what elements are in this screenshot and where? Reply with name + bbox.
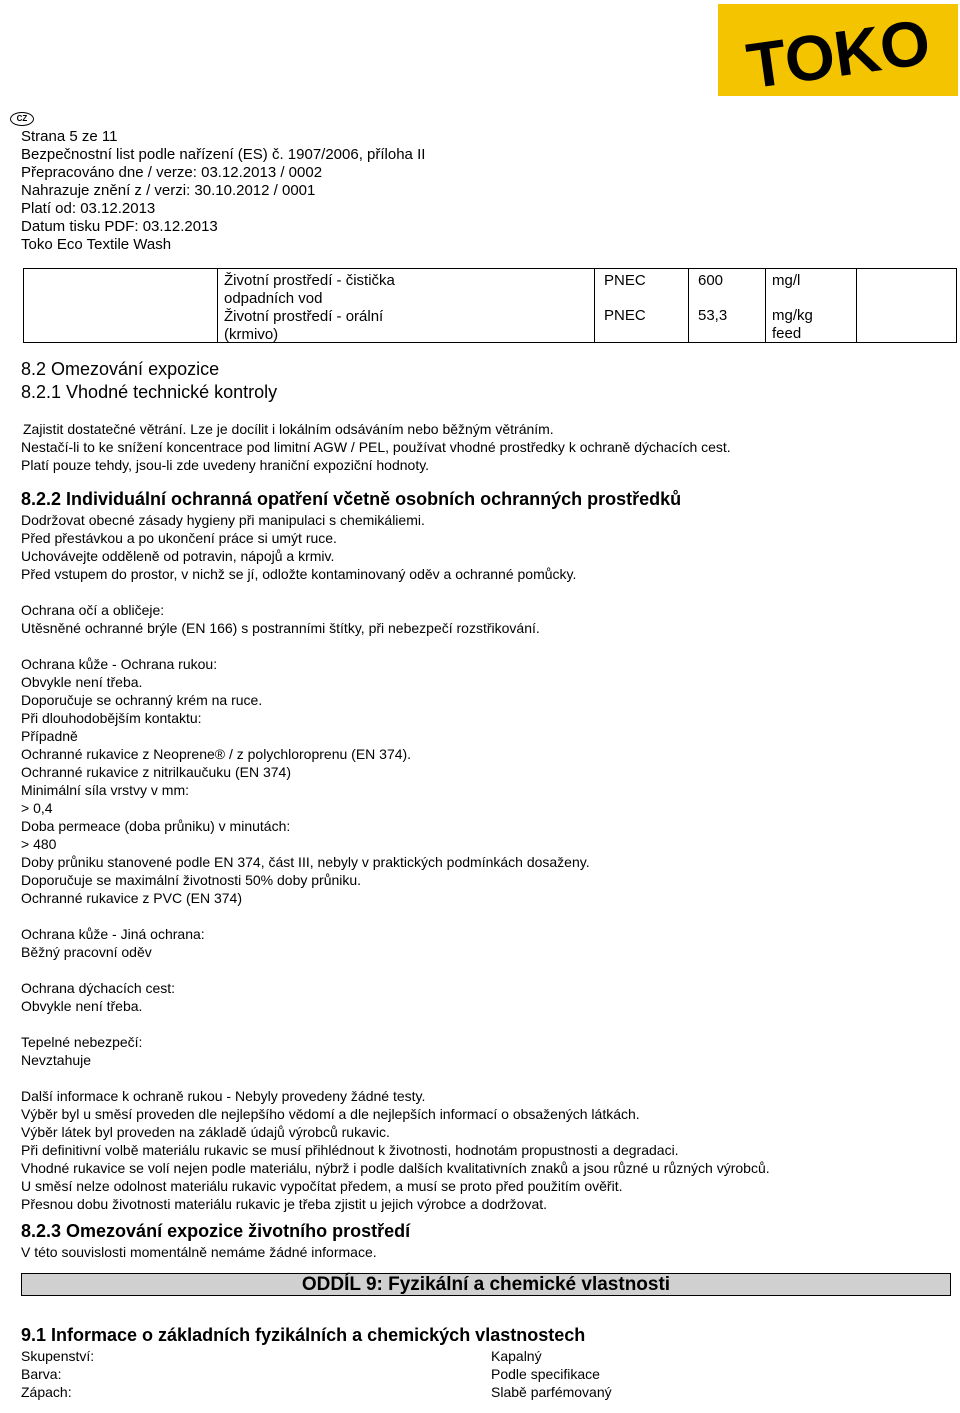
- language-badge: CZ: [10, 112, 34, 126]
- text-line: Dodržovat obecné zásady hygieny při manipulaci s chemikáliemi.: [21, 512, 425, 528]
- table-cell: [856, 268, 957, 343]
- replaces-line: Nahrazuje znění z / verzi: 30.10.2012 / 0001: [21, 182, 316, 199]
- section-8-2-3-title: 8.2.3 Omezování expozice životního prostředí: [21, 1221, 411, 1241]
- text-line: Ochrana dýchacích cest:: [21, 980, 176, 996]
- text-line: Při dlouhodobějším kontaktu:: [21, 710, 202, 726]
- toko-logo: [718, 4, 958, 96]
- text-line: Výběr látek byl proveden na základě údajů výrobců rukavic.: [21, 1124, 390, 1140]
- property-label: Skupenství:: [21, 1348, 95, 1364]
- text-line: Ochranné rukavice z Neoprene® / z polychloroprenu (EN 374).: [21, 746, 412, 762]
- pnec-table: [23, 268, 957, 343]
- text-line: Doby průniku stanovené podle EN 374, část III, nebyly v praktických podmínkách dosaženy.: [21, 854, 590, 870]
- text-line: Při definitivní volbě materiálu rukavic se musí přihlédnout k životnosti, hodnotám propustnosti a degradaci.: [21, 1142, 679, 1158]
- property-value: Slabě parfémovaný: [491, 1384, 612, 1400]
- text-line: Obvykle není třeba.: [21, 674, 143, 690]
- section-8-2-title: 8.2 Omezování expozice: [21, 359, 220, 379]
- text-line: Další informace k ochraně rukou - Nebyly provedeny žádné testy.: [21, 1088, 426, 1104]
- property-value: Podle specifikace: [491, 1366, 600, 1382]
- text-line: Doporučuje se ochranný krém na ruce.: [21, 692, 263, 708]
- text-line: Tepelné nebezpečí:: [21, 1034, 143, 1050]
- text-line: Vhodné rukavice se volí nejen podle materiálu, nýbrž i podle dalších kvalitativních znaků a jsou různé u různých výrobců.: [21, 1160, 770, 1176]
- text-line: Přesnou dobu životnosti materiálu rukavic je třeba zjistit u jejich výrobce a dodržovat.: [21, 1196, 548, 1212]
- text-line: Ochrana kůže - Jiná ochrana:: [21, 926, 205, 942]
- section-8-2-2-title: 8.2.2 Individuální ochranná opatření včetně osobních ochranných prostředků: [21, 489, 682, 509]
- regulation-line: Bezpečnostní list podle nařízení (ES) č. 1907/2006, příloha II: [21, 146, 426, 163]
- section-8-2-3-text: V této souvislosti momentálně nemáme žádné informace.: [21, 1244, 377, 1260]
- text-line: Ochranné rukavice z nitrilkaučuku (EN 374): [21, 764, 292, 780]
- text-line: Doporučuje se maximální životnosti 50% doby průniku.: [21, 872, 362, 888]
- text-line: [21, 961, 770, 979]
- list-item: [21, 1365, 721, 1383]
- valid-from-line: Platí od: 03.12.2013: [21, 200, 156, 217]
- text-line: Před přestávkou a po ukončení práce si umýt ruce.: [21, 530, 337, 546]
- text-line: [21, 583, 770, 601]
- list-item: [21, 1383, 721, 1401]
- table-cell-route: Životní prostředí - čistička odpadních vod Životní prostředí - orální (krmivo): [217, 268, 595, 343]
- text-line: [21, 1015, 770, 1033]
- text-line: [21, 907, 770, 925]
- text-line: Doba permeace (doba průniku) v minutách:: [21, 818, 291, 834]
- text-line: Nevztahuje: [21, 1052, 92, 1068]
- text-line: [21, 637, 770, 655]
- text-line: Utěsněné ochranné brýle (EN 166) s postranními štítky, při nebezpečí rozstřikování.: [21, 620, 540, 636]
- logo-text: TOKO: [742, 5, 935, 96]
- text-line: Ochrana kůže - Ochrana rukou:: [21, 656, 218, 672]
- text-line: Minimální síla vrstvy v mm:: [21, 782, 190, 798]
- section-8-2-1-text: Zajistit dostatečné větrání. Lze je docílit i lokálním odsáváním nebo běžným větráním. Nestačí-li to ke snížení koncentrace pod limitní AGW / PEL, používat vhodné prostředky k ochraně dýchacích cest. Platí pouze tehdy, jsou-li zde uvedeny hraniční expoziční hodnoty.: [21, 421, 731, 473]
- property-label: Zápach:: [21, 1384, 72, 1400]
- properties-list: [21, 1347, 721, 1401]
- text-line: Před vstupem do prostor, v nichž se jí, odložte kontaminovaný oděv a ochranné pomůcky.: [21, 566, 577, 582]
- list-item: [21, 1347, 721, 1365]
- section-9-1-title: 9.1 Informace o základních fyzikálních a chemických vlastnostech: [21, 1325, 586, 1345]
- text-line: Obvykle není třeba.: [21, 998, 143, 1014]
- print-date-line: Datum tisku PDF: 03.12.2013: [21, 218, 218, 235]
- page-number: Strana 5 ze 11: [21, 128, 118, 145]
- text-line: [21, 1069, 770, 1087]
- revision-line: Přepracováno dne / verze: 03.12.2013 / 0002: [21, 164, 323, 181]
- text-line: > 480: [21, 836, 57, 852]
- product-name: Toko Eco Textile Wash: [21, 236, 172, 253]
- document-header: [21, 128, 425, 254]
- text-line: Běžný pracovní oděv: [21, 944, 152, 960]
- table-cell-type: PNEC PNEC: [594, 268, 689, 343]
- table-cell-unit: mg/l mg/kg feed: [765, 268, 857, 343]
- text-line: Výběr byl u směsí proveden dle nejlepšího vědomí a dle nejlepších informací o obsažených látkách.: [21, 1106, 640, 1122]
- table-cell: [23, 268, 218, 343]
- text-line: Ochrana očí a obličeje:: [21, 602, 165, 618]
- text-line: Ochranné rukavice z PVC (EN 374): [21, 890, 242, 906]
- text-line: Případně: [21, 728, 78, 744]
- section-8-2-2-text: [21, 511, 770, 1213]
- property-label: Barva:: [21, 1366, 62, 1382]
- text-line: Uchovávejte odděleně od potravin, nápojů a krmiv.: [21, 548, 335, 564]
- section-9-header: ODDÍL 9: Fyzikální a chemické vlastnosti: [21, 1273, 951, 1296]
- text-line: > 0,4: [21, 800, 53, 816]
- property-value: Kapalný: [491, 1348, 542, 1364]
- table-cell-value: 600 53,3: [688, 268, 766, 343]
- text-line: U směsí nelze odolnost materiálu rukavic vypočítat předem, a musí se proto před použitím ověřit.: [21, 1178, 623, 1194]
- section-8-2-1-title: 8.2.1 Vhodné technické kontroly: [21, 382, 278, 402]
